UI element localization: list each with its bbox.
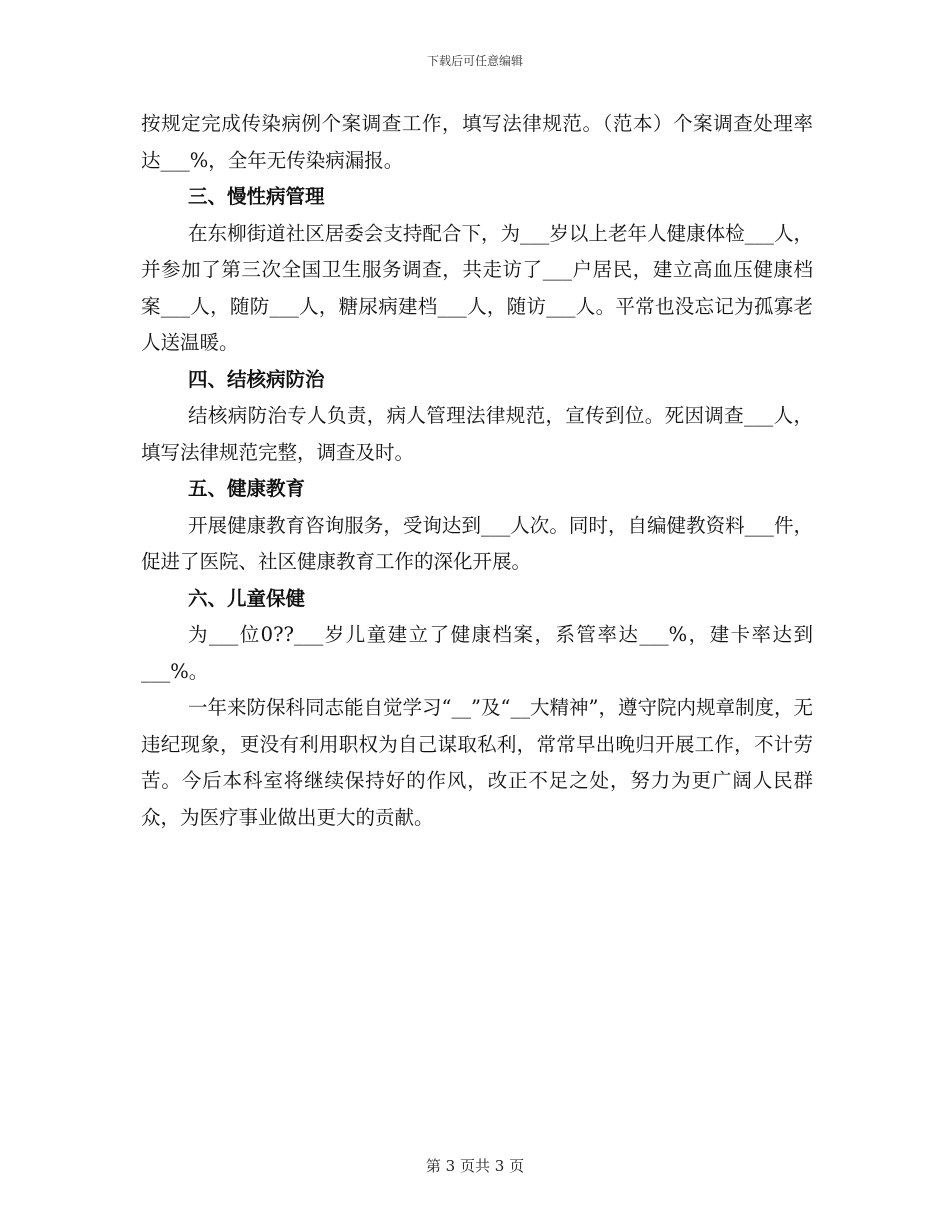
page-footer: 第 3 页共 3 页 [425, 1157, 525, 1175]
paragraph-child-care: 为___位0??___岁儿童建立了健康档案，系管率达___%，建卡率达到___%。 [141, 623, 813, 683]
page-header: 下载后可任意编辑 [426, 54, 523, 68]
paragraph-summary: 一年来防保科同志能自觉学习“__”及“__大精神”，遵守院内规章制度，无违纪现象，更没有利用职权为自己谋取私利，常常早出晚归开展工作，不计劳苦。今后本科室将继续保持好的作风，改正不足之处，努力为更广阔人民群众，为医疗事业做出更大的贡献。 [141, 696, 813, 829]
paragraph-tuberculosis: 结核病防治专人负责，病人管理法律规范，宣传到位。死因调查___人，填写法律规范完整，调查及时。 [141, 404, 813, 464]
section-heading-tuberculosis: 四、结核病防治 [188, 367, 325, 391]
paragraph-chronic-disease: 在东柳街道社区居委会支持配合下，为___岁以上老年人健康体检___人，并参加了第三次全国卫生服务调查，共走访了___户居民，建立高血压健康档案___人，随防___人，糖尿病建档___人，随访___人。平常也没忘记为孤寡老人送温暖。 [141, 221, 813, 354]
document-body [141, 106, 813, 836]
section-heading-health-education: 五、健康教育 [188, 477, 306, 500]
section-heading-child-care: 六、儿童保健 [188, 586, 306, 610]
paragraph-infectious-disease: 按规定完成传染病例个案调查工作，填写法律规范。（范本）个案调查处理率达___%，全年无传染病漏报。 [141, 112, 813, 172]
section-heading-chronic-disease: 三、慢性病管理 [188, 185, 325, 208]
paragraph-health-education: 开展健康教育咨询服务，受询达到___人次。同时，自编健教资料___件，促进了医院、社区健康教育工作的深化开展。 [141, 513, 813, 573]
